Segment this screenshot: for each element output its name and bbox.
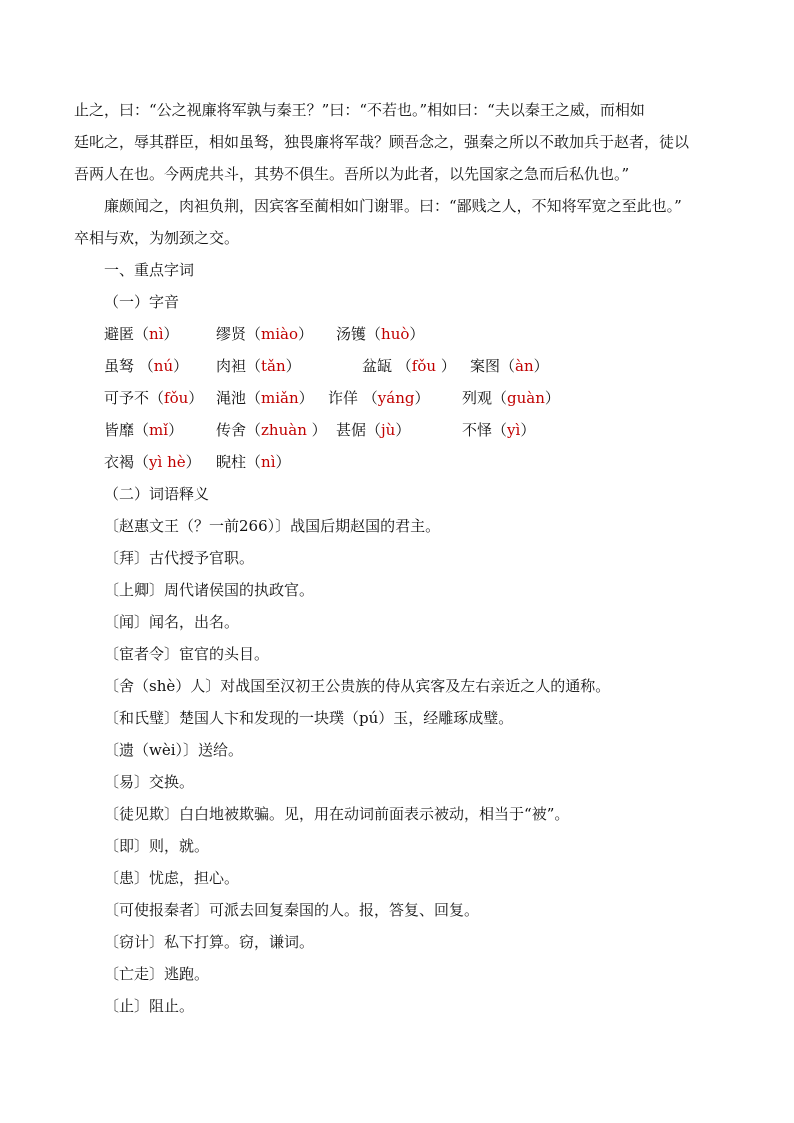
pronunciation-close-paren: ） [185, 453, 201, 471]
pinyin: fǒu [411, 357, 437, 375]
glossary-term: 止 [119, 997, 135, 1015]
pronunciation-open-paren: （ [392, 357, 412, 375]
glossary-entry [104, 676, 610, 696]
glossary-def: 周代诸侯国的执政官。 [164, 581, 315, 599]
pronunciation-word: 肉袒 [216, 357, 247, 375]
pronunciation-close-paren: ） [409, 325, 425, 343]
glossary-close: 〕 [275, 517, 291, 535]
glossary-def: 私下打算。窃，谦词。 [164, 933, 315, 951]
glossary-term: 拜 [119, 549, 135, 567]
glossary-def: 阻止。 [149, 997, 195, 1015]
pinyin: nì [149, 325, 164, 343]
glossary-entry [104, 900, 479, 920]
glossary-open: 〔 [104, 773, 120, 791]
pronunciation-item [336, 420, 410, 440]
glossary-close: 〕 [134, 549, 150, 567]
pronunciation-word: 不怿 [462, 421, 493, 439]
pronunciation-item [104, 356, 188, 376]
pronunciation-item [336, 324, 424, 344]
subsection-title: （一）字音 [104, 293, 180, 311]
glossary-close: 〕 [164, 709, 180, 727]
pronunciation-word: 缪贤 [216, 325, 247, 343]
glossary-open: 〔 [104, 517, 120, 535]
glossary-def: 楚国人卞和发现的一块璞（pú）玉，经雕琢成璧。 [179, 709, 514, 727]
pinyin: yì [507, 421, 521, 439]
pronunciation-word: 传舍 [216, 421, 247, 439]
pronunciation-item [462, 420, 535, 440]
pronunciation-item [216, 420, 327, 440]
glossary-def: 闻名，出名。 [149, 613, 240, 631]
glossary-term: 患 [119, 869, 135, 887]
pinyin: miào [261, 325, 299, 343]
glossary-term: 窃计 [119, 933, 150, 951]
glossary-close: 〕 [134, 773, 150, 791]
pronunciation-word: 衣褐 [104, 453, 135, 471]
section-title: 一、重点字词 [104, 261, 195, 279]
pronunciation-item [216, 388, 314, 408]
pronunciation-open-paren: （ [246, 389, 262, 407]
pinyin: tǎn [261, 357, 286, 375]
pinyin: huò [381, 325, 410, 343]
pronunciation-close-paren: ） [414, 389, 430, 407]
glossary-term: 赵惠文王（？一前266） [119, 517, 276, 535]
pinyin: mǐ [149, 421, 169, 439]
pronunciation-close-paren: ） [173, 357, 189, 375]
pronunciation-word: 渑池 [216, 389, 247, 407]
glossary-entry [104, 772, 194, 792]
glossary-close: 〕 [183, 741, 199, 759]
pinyin: àn [515, 357, 534, 375]
glossary-open: 〔 [104, 645, 120, 663]
subsection-title: （二）词语释义 [104, 485, 210, 503]
pronunciation-word: 案图 [470, 357, 501, 375]
glossary-term: 闻 [119, 613, 135, 631]
glossary-open: 〔 [104, 581, 120, 599]
glossary-open: 〔 [104, 837, 120, 855]
glossary-term: 易 [119, 773, 135, 791]
glossary-def: 宦官的头目。 [179, 645, 270, 663]
pronunciation-item [104, 324, 179, 344]
glossary-term: 宦者令 [119, 645, 165, 663]
pronunciation-open-paren: （ [492, 389, 508, 407]
glossary-term: 遗（wèi） [119, 741, 184, 759]
glossary-open: 〔 [104, 613, 120, 631]
glossary-entry [104, 644, 269, 664]
pronunciation-close-paren: ） [298, 389, 314, 407]
pinyin: fǒu [164, 389, 189, 407]
glossary-def: 白白地被欺骗。见，用在动词前面表示被动，相当于“被”。 [179, 805, 570, 823]
glossary-def: 送给。 [198, 741, 244, 759]
glossary-entry [104, 868, 239, 888]
pronunciation-open-paren: （ [134, 421, 150, 439]
pronunciation-open-paren: （ [366, 325, 382, 343]
pinyin: yì hè [149, 453, 186, 471]
pinyin: guàn [507, 389, 545, 407]
pronunciation-open-paren: （ [246, 325, 262, 343]
glossary-term: 即 [119, 837, 135, 855]
pronunciation-item [216, 324, 313, 344]
pronunciation-item [362, 356, 456, 376]
pronunciation-item [216, 452, 291, 472]
glossary-close: 〕 [205, 677, 221, 695]
glossary-entry [104, 708, 513, 728]
pronunciation-close-paren: ） [533, 357, 549, 375]
glossary-open: 〔 [104, 933, 120, 951]
glossary-close: 〕 [149, 933, 165, 951]
glossary-close: 〕 [134, 869, 150, 887]
glossary-def: 忧虑，担心。 [149, 869, 240, 887]
pronunciation-word: 盆缻 [362, 357, 393, 375]
glossary-entry [104, 740, 243, 760]
glossary-open: 〔 [104, 901, 120, 919]
glossary-term: 舍（shè）人 [119, 677, 206, 695]
pronunciation-word: 甚倨 [336, 421, 367, 439]
glossary-def: 可派去回复秦国的人。报，答复、回复。 [209, 901, 480, 919]
glossary-open: 〔 [104, 549, 120, 567]
passage-line: 吾两人在也。今两虎共斗，其势不俱生。吾所以为此者，以先国家之急而后私仇也。” [74, 165, 630, 183]
pronunciation-word: 虽驽 [104, 357, 135, 375]
glossary-open: 〔 [104, 869, 120, 887]
pronunciation-close-paren: ） [275, 453, 291, 471]
pronunciation-item [328, 388, 430, 408]
pronunciation-open-paren: （ [358, 389, 378, 407]
pronunciation-open-paren: （ [366, 421, 382, 439]
glossary-entry [104, 932, 314, 952]
pinyin: zhuàn [261, 421, 307, 439]
pronunciation-close-paren: ） [395, 421, 411, 439]
pronunciation-open-paren: （ [246, 453, 262, 471]
pronunciation-open-paren: （ [134, 453, 150, 471]
glossary-close: 〕 [149, 965, 165, 983]
glossary-entry [104, 996, 194, 1016]
glossary-entry [104, 964, 209, 984]
pronunciation-close-paren: ） [298, 325, 314, 343]
glossary-def: 对战国至汉初王公贵族的侍从宾客及左右亲近之人的通称。 [220, 677, 611, 695]
glossary-close: 〕 [149, 581, 165, 599]
pinyin: miǎn [261, 389, 299, 407]
pronunciation-open-paren: （ [134, 325, 150, 343]
glossary-entry [104, 548, 254, 568]
glossary-entry [104, 836, 209, 856]
glossary-close: 〕 [134, 997, 150, 1015]
passage-line: 廷叱之，辱其群臣，相如虽驽，独畏廉将军哉？顾吾念之，强秦之所以不敢加兵于赵者，徒以 [74, 133, 690, 151]
pronunciation-word: 睨柱 [216, 453, 247, 471]
pronunciation-open-paren: （ [492, 421, 508, 439]
pronunciation-word: 诈佯 [328, 389, 359, 407]
glossary-entry [104, 612, 239, 632]
pronunciation-item [104, 452, 201, 472]
glossary-open: 〔 [104, 805, 120, 823]
glossary-term: 徒见欺 [119, 805, 165, 823]
glossary-def: 战国后期赵国的君主。 [290, 517, 441, 535]
glossary-open: 〔 [104, 997, 120, 1015]
pinyin: nì [261, 453, 276, 471]
glossary-term: 亡走 [119, 965, 150, 983]
pronunciation-close-paren: ） [520, 421, 536, 439]
pronunciation-close-paren: ） [436, 357, 456, 375]
glossary-term: 和氏璧 [119, 709, 165, 727]
glossary-def: 交换。 [149, 773, 195, 791]
pinyin: yáng [377, 389, 415, 407]
glossary-close: 〕 [134, 837, 150, 855]
pronunciation-item [104, 388, 203, 408]
glossary-entry [104, 580, 314, 600]
glossary-close: 〕 [134, 613, 150, 631]
glossary-term: 可使报秦者 [119, 901, 195, 919]
glossary-term: 上卿 [119, 581, 150, 599]
glossary-close: 〕 [194, 901, 210, 919]
glossary-open: 〔 [104, 741, 120, 759]
pronunciation-word: 皆靡 [104, 421, 135, 439]
pronunciation-item [462, 388, 560, 408]
passage-line: 廉颇闻之，肉袒负荆，因宾客至蔺相如门谢罪。曰：“鄙贱之人，不知将军宽之至此也。” [104, 197, 682, 215]
pronunciation-close-paren: ） [188, 389, 204, 407]
pronunciation-open-paren: （ [246, 421, 262, 439]
glossary-def: 逃跑。 [164, 965, 210, 983]
pronunciation-word: 可予不 [104, 389, 150, 407]
pronunciation-close-paren: ） [168, 421, 184, 439]
glossary-open: 〔 [104, 709, 120, 727]
glossary-def: 则，就。 [149, 837, 210, 855]
pronunciation-close-paren: ） [306, 421, 327, 439]
pronunciation-close-paren: ） [285, 357, 301, 375]
glossary-close: 〕 [164, 645, 180, 663]
pronunciation-open-paren: （ [246, 357, 262, 375]
pronunciation-item [470, 356, 549, 376]
pronunciation-open-paren: （ [149, 389, 165, 407]
pinyin: jù [381, 421, 396, 439]
pronunciation-open-paren: （ [134, 357, 154, 375]
pronunciation-close-paren: ） [544, 389, 560, 407]
glossary-entry [104, 516, 440, 536]
glossary-entry [104, 804, 569, 824]
passage-line: 卒相与欢，为刎颈之交。 [74, 229, 240, 247]
pronunciation-open-paren: （ [500, 357, 516, 375]
pinyin: nú [153, 357, 174, 375]
glossary-open: 〔 [104, 965, 120, 983]
passage-line: 止之，曰：“公之视廉将军孰与秦王？”曰：“不若也。”相如曰：“夫以秦王之威，而相如 [74, 101, 645, 119]
pronunciation-word: 列观 [462, 389, 493, 407]
glossary-open: 〔 [104, 677, 120, 695]
glossary-def: 古代授予官职。 [149, 549, 255, 567]
glossary-close: 〕 [164, 805, 180, 823]
pronunciation-item [104, 420, 183, 440]
pronunciation-item [216, 356, 301, 376]
pronunciation-word: 汤镬 [336, 325, 367, 343]
pronunciation-word: 避匿 [104, 325, 135, 343]
pronunciation-close-paren: ） [163, 325, 179, 343]
